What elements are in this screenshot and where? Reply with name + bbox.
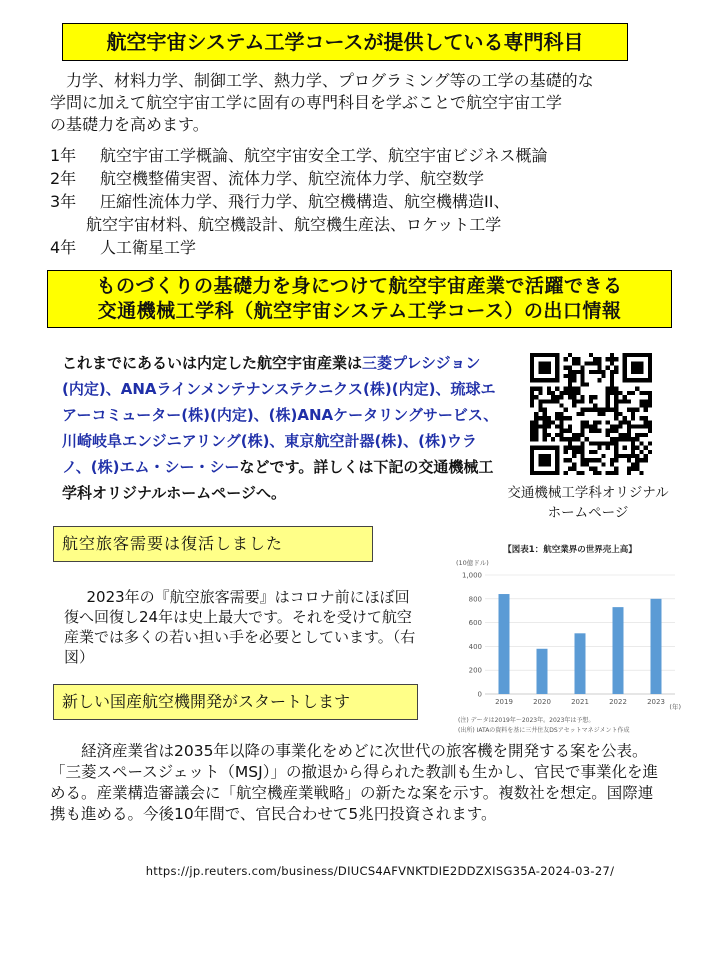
year-courses: 人工衛星工学 — [100, 238, 197, 257]
chart-bar — [575, 633, 586, 694]
chart-xunit: (年) — [669, 703, 681, 711]
year-row — [50, 213, 650, 236]
year-label: 3年 — [50, 192, 77, 211]
year-label: 2年 — [50, 169, 77, 188]
qr-code[interactable] — [530, 353, 652, 475]
company-list: 三菱プレシジョン(内定)、ANAラインメンテナンステクニクス(株)(内定)、琉球エアーコミューター(株)(内定)、(株)ANAケータリングサービス、川崎岐阜エンジニアリング(株)、東京航空計器(株)、(株)ウラノ、(株)エム・シー・シー — [62, 354, 499, 476]
chart-xtick-label: 2020 — [533, 698, 551, 706]
source-url[interactable]: https://jp.reuters.com/business/DIUCS4AFVNKTDIE2DDZXISG35A-2024-03-27/ — [145, 864, 615, 878]
chart-xtick-label: 2023 — [647, 698, 665, 706]
chart-svg — [453, 541, 687, 736]
demand-label: 航空旅客需要は復活しました — [53, 526, 373, 562]
chart-bar — [499, 594, 510, 694]
section2-title-line2: 交通機械工学科（航空宇宙システム工学コース）の出口情報 — [97, 300, 622, 322]
section1-title: 航空宇宙システム工学コースが提供している専門科目 — [62, 23, 628, 61]
sales-chart — [453, 541, 687, 736]
year-label: 1年 — [50, 146, 77, 165]
demand-text: 2023年の『航空旅客需要』はコロナ前にほぼ回復へ回復し24年は史上最大です。それを受けて航空産業では多くの若い担い手を必要としています。（右図） — [64, 588, 416, 666]
new-aircraft-label: 新しい国産航空機開発がスタートします — [53, 684, 418, 720]
chart-bar — [537, 649, 548, 694]
chart-ylabel: (10億ドル) — [456, 559, 489, 567]
industry-intro: これまでにあるいは内定した航空宇宙産業は — [62, 354, 363, 372]
chart-ytick-label: 0 — [477, 690, 482, 699]
year-courses: 航空宇宙材料、航空機設計、航空機生産法、ロケット工学 — [86, 215, 502, 234]
chart-xtick-label: 2019 — [495, 698, 513, 706]
year-courses: 圧縮性流体力学、飛行力学、航空機構造、航空機構造II、 — [100, 192, 510, 211]
year-row — [50, 167, 650, 190]
year-courses: 航空宇宙工学概論、航空宇宙安全工学、航空宇宙ビジネス概論 — [100, 146, 548, 165]
section2-title — [47, 270, 672, 328]
industry-paragraph — [62, 350, 502, 506]
curriculum-intro: 力学、材料力学、制御工学、熱力学、プログラミング等の工学の基礎的な 学問に加えて航空宇宙工学に固有の専門科目を学ぶことで航空宇宙工学 の基礎力を高めます。 — [50, 71, 594, 134]
chart-source: (出所) IATAの資料を基に三井住友DSアセットマネジメント作成 — [458, 727, 630, 734]
year-row — [50, 236, 650, 259]
year-row — [50, 144, 650, 167]
chart-note: (注) データは2019年〜2023年。2023年は予想。 — [458, 717, 595, 724]
section2-title-line1: ものづくりの基礎力を身につけて航空宇宙産業で活躍できる — [96, 275, 623, 297]
year-courses: 航空機整備実習、流体力学、航空流体力学、航空数学 — [100, 169, 485, 188]
year-row — [50, 190, 650, 213]
chart-ytick-label: 600 — [468, 619, 482, 628]
chart-bar — [651, 599, 662, 694]
aircraft-news-text: 経済産業省は2035年以降の事業化をめどに次世代の旅客機を開発する案を公表。「三菱スペースジェット（MSJ）」の撤退から得られた教訓も生かし、官民で事業化を進める。産業構造審議会に「航空機産業戦略」の新たな案を示す。複数社を想定。国際連携も進める。今後10年間で、官民合わせて5兆円投資されます。 — [50, 742, 658, 823]
chart-ytick-label: 1,000 — [461, 571, 482, 580]
chart-bar — [613, 607, 624, 694]
industry-outro: などです。詳しくは下記の交通機械工学科オリジナルホームページへ。 — [62, 458, 494, 502]
chart-xtick-label: 2022 — [609, 698, 627, 706]
chart-title: 【図表1：航空業界の世界売上高】 — [503, 545, 637, 555]
year-list — [50, 144, 650, 259]
chart-ytick-label: 800 — [468, 595, 482, 604]
year-label: 4年 — [50, 238, 77, 257]
chart-ytick-label: 400 — [468, 642, 482, 651]
chart-ytick-label: 200 — [468, 666, 482, 675]
qr-caption: 交通機械工学科オリジナルホームページ — [507, 485, 669, 521]
chart-xtick-label: 2021 — [571, 698, 589, 706]
